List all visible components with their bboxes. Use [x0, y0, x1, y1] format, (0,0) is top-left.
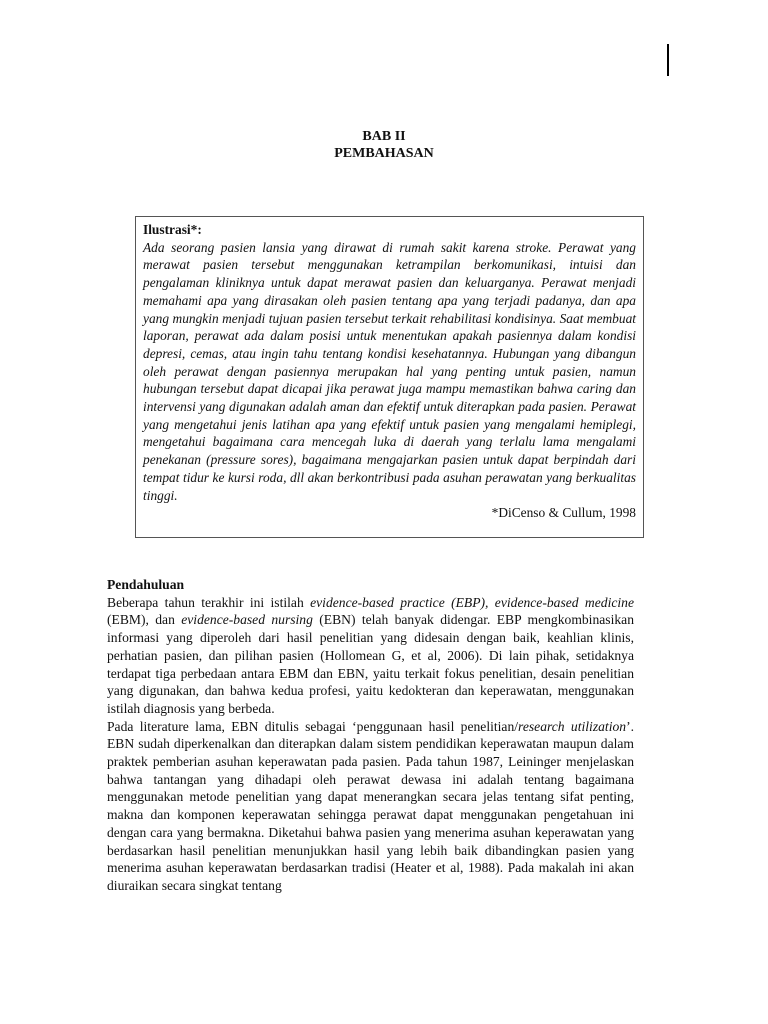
chapter-number: BAB II	[362, 129, 406, 144]
paragraph-1	[107, 594, 634, 718]
p1-term-ebn: evidence-based nursing	[181, 612, 313, 628]
main-body	[107, 576, 634, 895]
chapter-heading	[0, 128, 768, 162]
chapter-title: PEMBAHASAN	[334, 146, 434, 161]
p2-text-a: Pada literature lama, EBN ditulis sebagai ‘penggunaan hasil penelitian/	[107, 718, 519, 734]
p1-text-c: (EBN) telah banyak didengar. EBP mengkombinasikan informasi yang diperoleh dari hasil penelitian yang didesain dengan baik, keahlian klinis, perhatian pasien, dan pilihan pasien (Hollomean G, et al, 2006). Di lain pihak, setidaknya terdapat tiga perbedaan antara EBM dan EBN, yaitu terkait fokus penelitian, desain penelitian yang digunakan, dan bahwa kedua profesi, yaitu kedokteran dan keperawatan, menggunakan istilah diagnosis yang berbeda.	[107, 612, 634, 716]
p2-text-b: ’. EBN sudah diperkenalkan dan diterapkan dalam sistem pendidikan keperawatan maupun dalam praktek pemberian asuhan keperawatan pada pasien. Pada tahun 1987, Leininger menjelaskan bahwa tantangan yang dihadapi oleh perawat dewasa ini adalah tentang bagaimana menggunakan metode penelitian yang dapat menerangkan secara jelas tentang sifat penting, makna dan komponen keperawatan sehingga perawat dapat menggunakan pengetahuan ini dengan cara yang bermakna. Diketahui bahwa pasien yang menerima asuhan keperawatan yang berdasarkan hasil penelitian menunjukkan hasil yang lebih baik dibandingkan pasien yang menerima asuhan keperawatan berdasarkan tradisi (Heater et al, 1988). Pada makalah ini akan diuraikan secara singkat tentang	[107, 718, 634, 893]
p2-term-research-utilization: research utilization	[518, 718, 627, 734]
p1-text-b: (EBM), dan	[107, 612, 182, 628]
illustration-box	[135, 216, 644, 538]
p1-text-a: Beberapa tahun terakhir ini istilah	[107, 594, 311, 610]
paragraph-2	[107, 718, 634, 895]
p1-term-ebp-ebm: evidence-based practice (EBP), evidence-based medicine	[310, 594, 634, 610]
illustration-citation: *DiCenso & Cullum, 1998	[491, 505, 636, 521]
section-title: Pendahuluan	[107, 577, 185, 592]
page-margin-mark	[667, 44, 669, 76]
illustration-title: Ilustrasi*:	[143, 222, 202, 237]
illustration-text: Ada seorang pasien lansia yang dirawat di rumah sakit karena stroke. Perawat yang merawat pasien tersebut menggunakan ketrampilan berkomunikasi, intuisi dan pengalaman kliniknya untuk dapat merawat pasien dan keluarganya. Perawat menjadi memahami apa yang dirasakan oleh pasien tentang apa yang terjadi padanya, dan apa yang mungkin menjadi tujuan pasien tersebut terkait rehabilitasi kondisinya. Saat membuat laporan, perawat ada dalam posisi untuk menentukan apakah pasiennya dalam kondisi depresi, cemas, atau ingin tahu tentang kondisi kesehatannya. Hubungan yang dibangun oleh perawat dengan pasiennya merupakan hal yang penting untuk pasien, namun hubungan tersebut dapat dicapai jika perawat juga mampu memastikan bahwa caring dan intervensi yang digunakan adalah aman dan efektif untuk diterapkan pada pasien. Perawat yang mengetahui jenis latihan apa yang efektif untuk pasien yang mengalami hemiplegi, mengetahui bagaimana cara mencegah luka di daerah yang terlalu lama mengalami penekanan (pressure sores), bagaimana mengajarkan pasien untuk dapat berpindah dari tempat tidur ke kursi roda, dll akan berkontribusi pada asuhan perawatan yang berkualitas tinggi.	[143, 239, 636, 503]
